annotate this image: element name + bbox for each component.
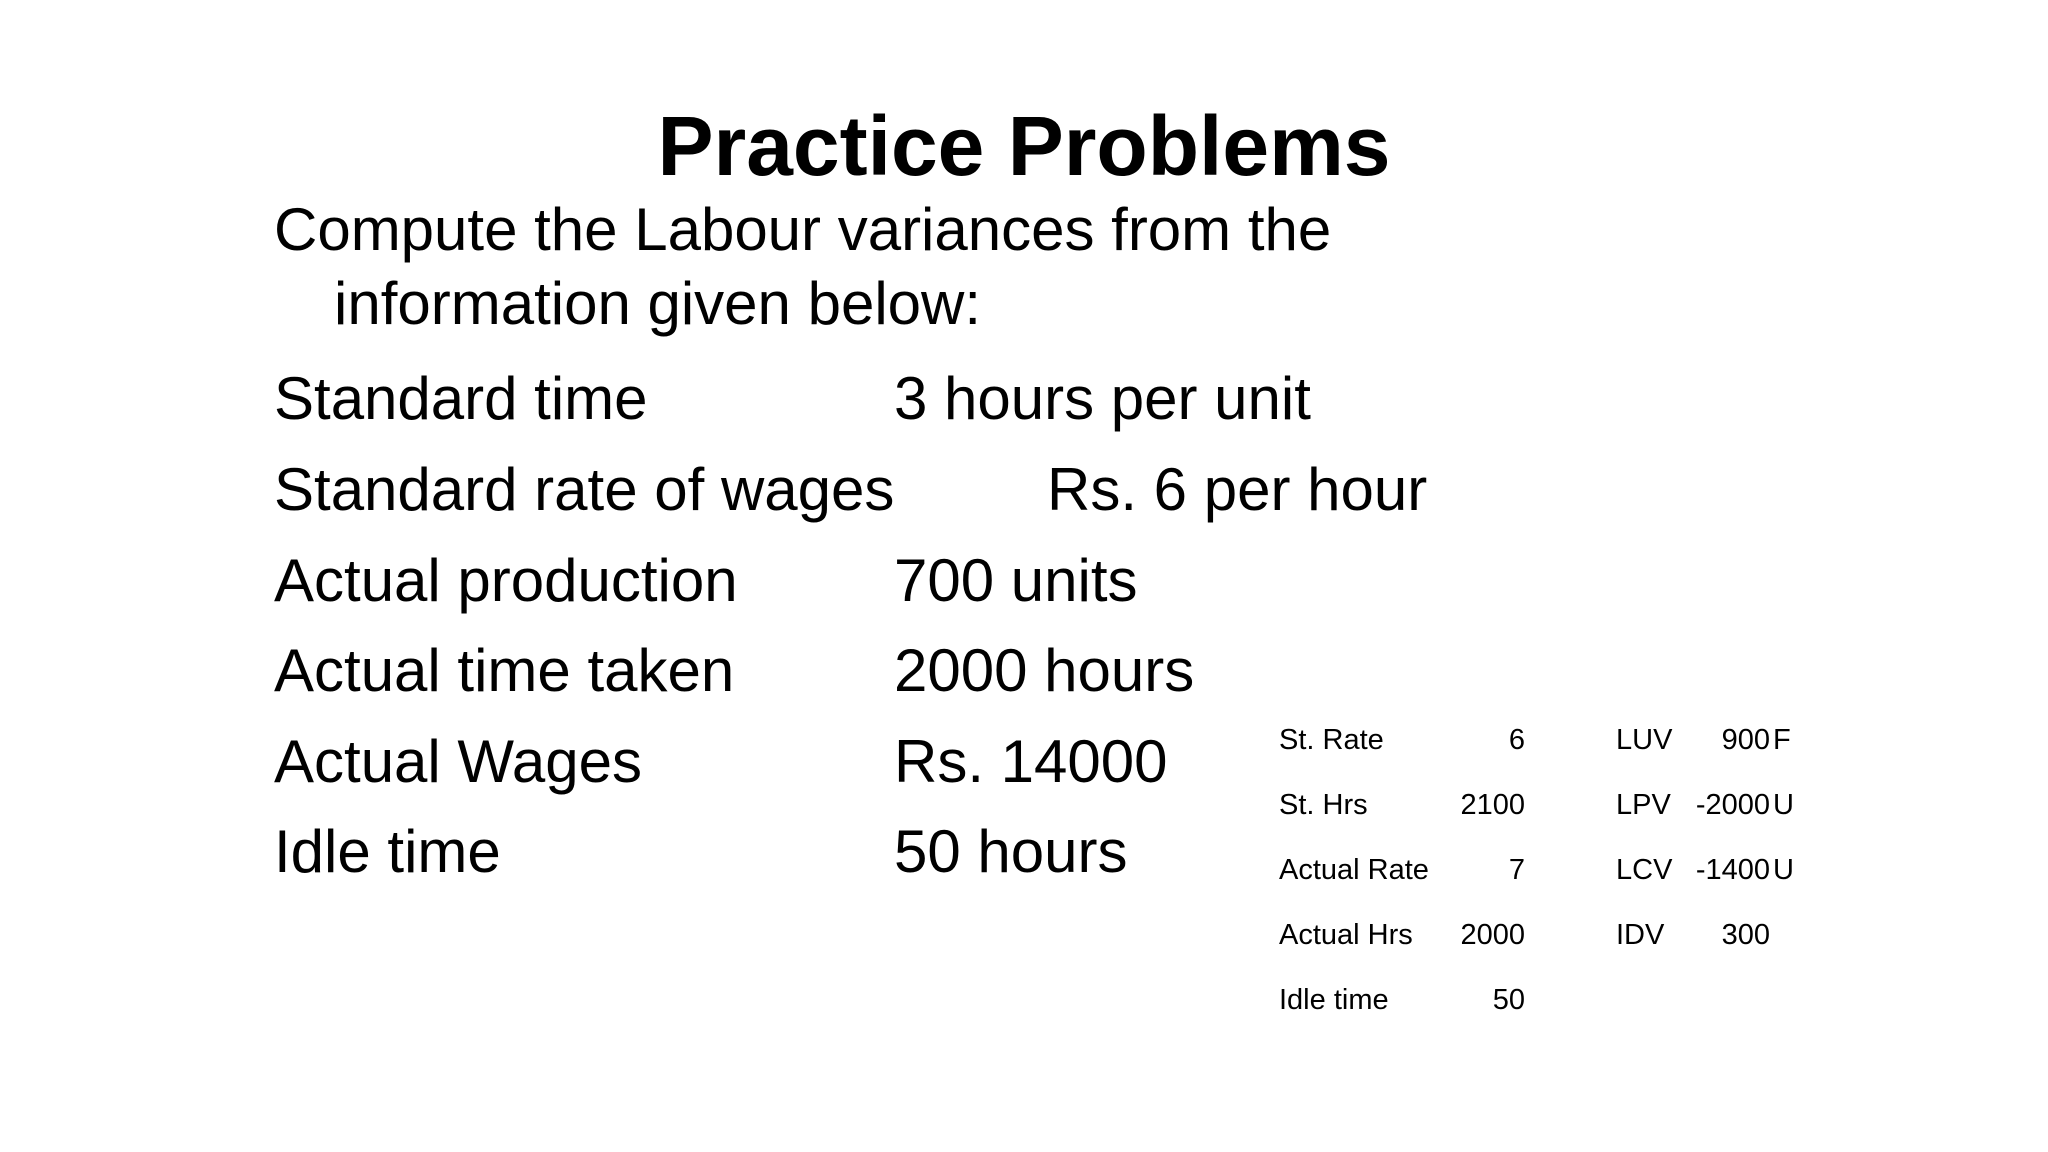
variance-value: -1400 xyxy=(1695,854,1770,886)
given-value: 50 hours xyxy=(894,818,1128,885)
problem-statement xyxy=(274,193,1331,341)
given-label: Actual production xyxy=(274,547,738,614)
variance-flag: U xyxy=(1773,789,1794,821)
variance-label: LCV xyxy=(1616,854,1673,886)
calc-input-value: 2100 xyxy=(1460,789,1525,821)
variance-label: LUV xyxy=(1616,724,1673,756)
given-label: Actual time taken xyxy=(274,637,735,704)
calc-input-value: 6 xyxy=(1508,724,1525,756)
calc-input-label: St. Rate xyxy=(1279,724,1384,756)
variance-label: LPV xyxy=(1616,789,1671,821)
variance-flag: F xyxy=(1773,724,1791,756)
calc-input-value: 50 xyxy=(1492,984,1525,1016)
variance-value: 900 xyxy=(1721,724,1770,756)
variance-value: -2000 xyxy=(1695,789,1770,821)
given-value: Rs. 14000 xyxy=(894,728,1168,795)
given-label: Idle time xyxy=(274,818,501,885)
given-value: 3 hours per unit xyxy=(894,365,1311,432)
calc-input-value: 2000 xyxy=(1460,919,1525,951)
slide-title: Practice Problems xyxy=(657,99,1391,193)
calc-input-label: Actual Rate xyxy=(1279,854,1429,886)
calc-input-label: Actual Hrs xyxy=(1279,919,1413,951)
given-label: Standard rate of wages xyxy=(274,456,895,523)
given-label: Standard time xyxy=(274,365,648,432)
given-value: 2000 hours xyxy=(894,637,1195,704)
variance-label: IDV xyxy=(1616,919,1665,951)
problem-statement-line-2: information given below: xyxy=(334,270,982,337)
calc-input-value: 7 xyxy=(1508,854,1525,886)
variance-flag: U xyxy=(1773,854,1794,886)
given-value: 700 units xyxy=(894,547,1138,614)
given-label: Actual Wages xyxy=(274,728,642,795)
given-value: Rs. 6 per hour xyxy=(1047,456,1428,523)
calc-input-label: St. Hrs xyxy=(1279,789,1368,821)
calc-input-label: Idle time xyxy=(1279,984,1389,1016)
variance-value: 300 xyxy=(1721,919,1770,951)
problem-statement-line-1: Compute the Labour variances from the xyxy=(274,196,1332,263)
